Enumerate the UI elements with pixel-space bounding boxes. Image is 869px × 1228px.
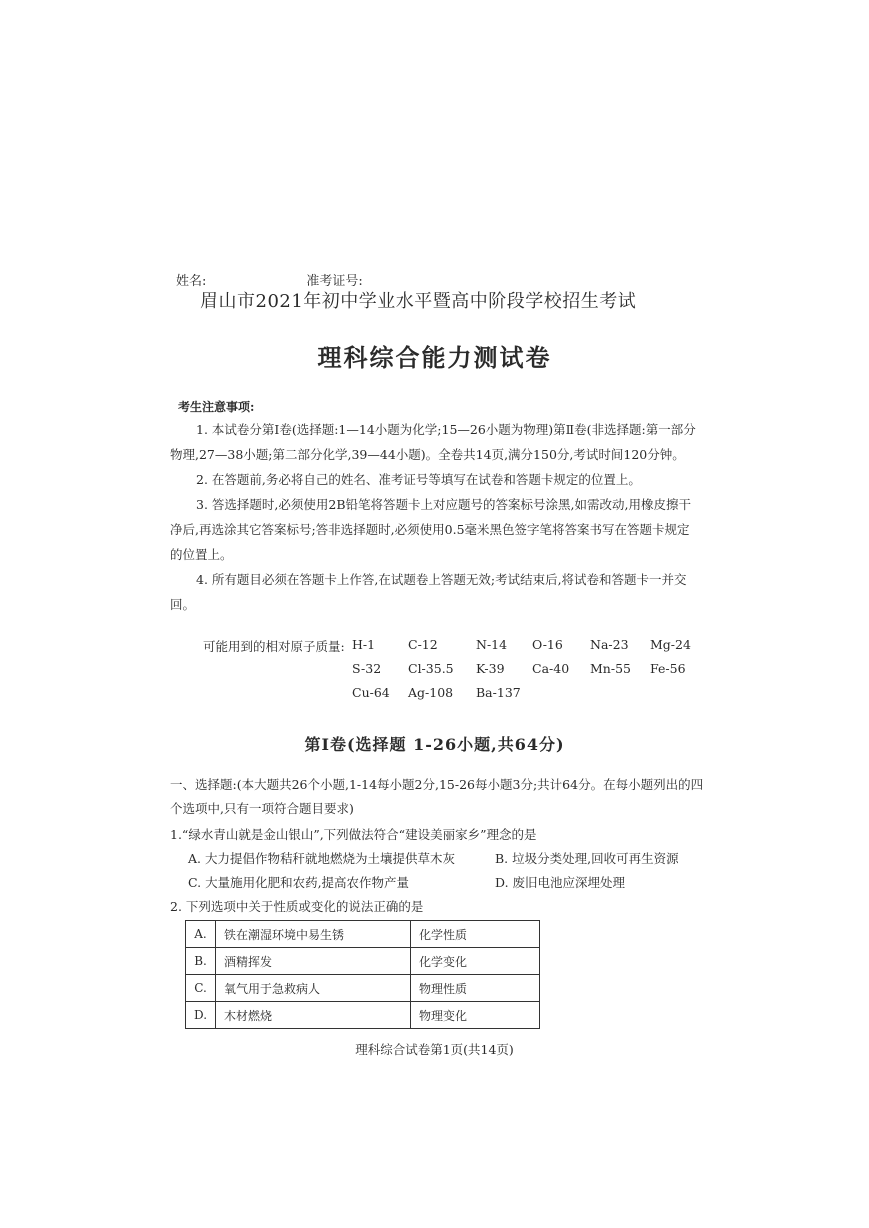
table-row xyxy=(186,1002,540,1029)
atomic-mass: Ag-108 xyxy=(408,685,454,700)
notice-item: 1. 本试卷分第Ⅰ卷(选择题:1—14小题为化学;15—26小题为物理)第Ⅱ卷(非选择题:第一部分物理,27—38小题;第二部分化学,39—44小题)。全卷共14页,满分150分,考试时间120分钟。 xyxy=(170,422,696,462)
option-letter: A. xyxy=(186,921,216,948)
atomic-mass: Na-23 xyxy=(590,637,629,652)
choice-instructions: 一、选择题:(本大题共26个小题,1-14每小题2分,15-26每小题3分;共计64分。在每小题列出的四个选项中,只有一项符合题目要求) xyxy=(170,777,704,816)
atomic-mass: H-1 xyxy=(352,637,376,652)
question-2-stem: 2. 下列选项中关于性质或变化的说法正确的是 xyxy=(170,899,424,914)
option-type: 化学变化 xyxy=(411,948,540,975)
atomic-mass: S-32 xyxy=(352,661,382,676)
atomic-mass: Ba-137 xyxy=(476,685,521,700)
atomic-mass: Mn-55 xyxy=(590,661,631,676)
atomic-mass: K-39 xyxy=(476,661,505,676)
option-text: 铁在潮湿环境中易生锈 xyxy=(216,921,411,948)
notice-item: 3. 答选择题时,必须使用2B铅笔将答题卡上对应题号的答案标号涂黑,如需改动,用橡皮擦干净后,再选涂其它答案标号;答非选择题时,必须使用0.5毫米黑色签字笔将答案书写在答题卡规定的位置上。 xyxy=(170,497,691,562)
question-1-option: A. 大力提倡作物秸秆就地燃烧为土壤提供草木灰 xyxy=(188,851,455,866)
atomic-mass: Mg-24 xyxy=(650,637,691,652)
page-footer: 理科综合试卷第1页(共14页) xyxy=(355,1042,514,1057)
atomic-mass: O-16 xyxy=(532,637,563,652)
notice-heading: 考生注意事项: xyxy=(178,400,255,414)
paper-title: 理科综合能力测试卷 xyxy=(317,343,552,372)
atomic-mass: Cu-64 xyxy=(352,685,390,700)
option-type: 物理变化 xyxy=(411,1002,540,1029)
atomic-mass: C-12 xyxy=(408,637,438,652)
question-1-option: C. 大量施用化肥和农药,提高农作物产量 xyxy=(188,875,410,890)
question-1-option: D. 废旧电池应深埋处理 xyxy=(495,875,626,890)
option-letter: D. xyxy=(186,1002,216,1029)
question-2-table xyxy=(185,920,540,1029)
exam-title: 眉山市2021年初中学业水平暨高中阶段学校招生考试 xyxy=(200,291,637,312)
option-text: 氧气用于急救病人 xyxy=(216,975,411,1002)
atomic-mass: Fe-56 xyxy=(650,661,686,676)
option-letter: B. xyxy=(186,948,216,975)
atomic-mass: Ca-40 xyxy=(532,661,570,676)
atomic-mass: Cl-35.5 xyxy=(408,661,454,676)
atomic-mass: N-14 xyxy=(476,637,508,652)
name-label: 姓名: xyxy=(176,274,207,289)
option-type: 化学性质 xyxy=(411,921,540,948)
notice-item: 4. 所有题目必须在答题卡上作答,在试题卷上答题无效;考试结束后,将试卷和答题卡一并交回。 xyxy=(170,572,687,612)
table-row xyxy=(186,975,540,1002)
question-1-option: B. 垃圾分类处理,回收可再生资源 xyxy=(495,851,679,866)
atomic-masses-label: 可能用到的相对原子质量: xyxy=(203,639,345,654)
table-row xyxy=(186,921,540,948)
notice-list xyxy=(170,417,700,617)
notice-item: 2. 在答题前,务必将自己的姓名、准考证号等填写在试卷和答题卡规定的位置上。 xyxy=(196,472,641,487)
ticket-label: 准考证号: xyxy=(306,274,363,289)
option-text: 木材燃烧 xyxy=(216,1002,411,1029)
option-letter: C. xyxy=(186,975,216,1002)
question-1-stem: 1.“绿水青山就是金山银山”,下列做法符合“建设美丽家乡”理念的是 xyxy=(170,827,537,842)
table-row xyxy=(186,948,540,975)
option-text: 酒精挥发 xyxy=(216,948,411,975)
section-title: 第Ⅰ卷(选择题 1-26小题,共64分) xyxy=(304,735,565,754)
option-type: 物理性质 xyxy=(411,975,540,1002)
